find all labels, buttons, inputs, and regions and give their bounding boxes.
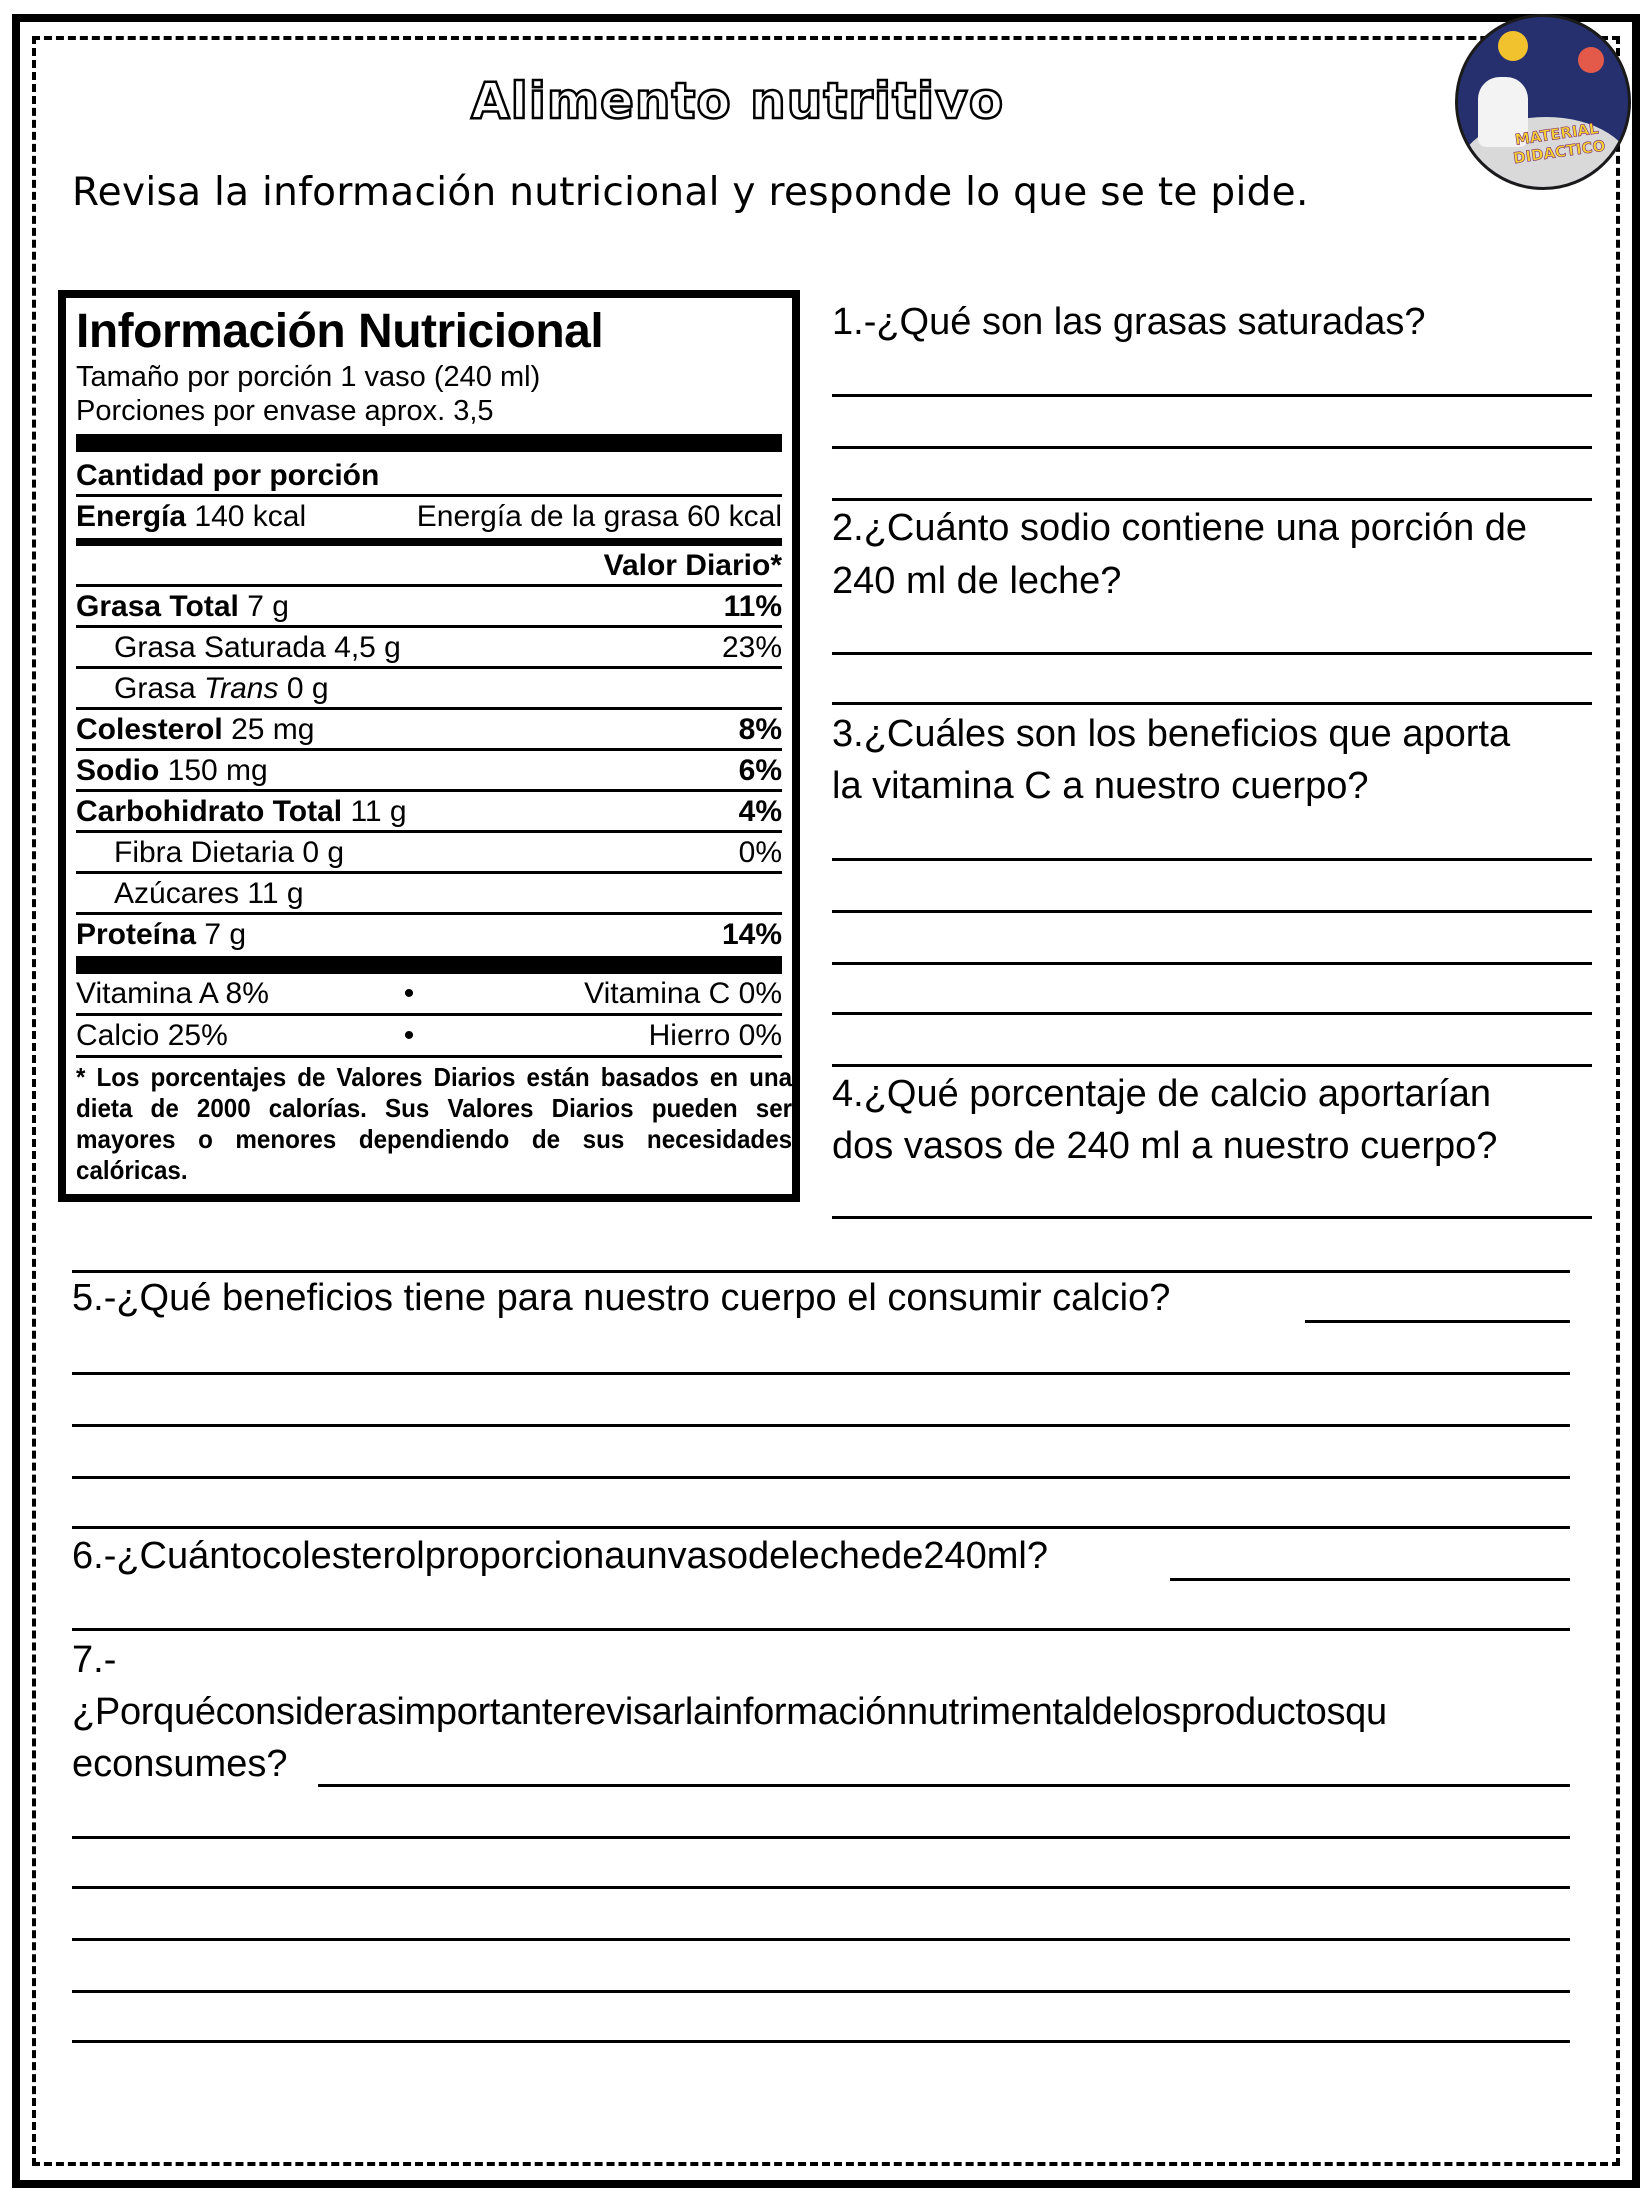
nutrient-label: Fibra Dietaria xyxy=(114,836,295,869)
vitamin-row xyxy=(76,1016,782,1058)
question-4-cont: dos vasos de 240 ml a nuestro cuerpo? xyxy=(832,1125,1498,1167)
answer-line[interactable] xyxy=(832,446,1592,449)
nutrition-title: Información Nutricional xyxy=(76,305,604,358)
answer-line[interactable] xyxy=(832,858,1592,861)
sun-icon xyxy=(1498,31,1528,61)
answer-line[interactable] xyxy=(72,2040,1570,2043)
worksheet-title: Alimento nutritivo xyxy=(470,72,1005,130)
answer-line[interactable] xyxy=(72,1476,1570,1479)
nutrient-label: Grasa Total xyxy=(76,590,239,623)
nutrient-amount: 7 g xyxy=(204,918,247,951)
question-4: 4.¿Qué porcentaje de calcio aportarían xyxy=(832,1073,1492,1115)
answer-line[interactable] xyxy=(318,1784,1570,1787)
instructions: Revisa la información nutricional y responde lo que se te pide. xyxy=(72,170,1309,215)
answer-line[interactable] xyxy=(832,702,1592,705)
nutrient-dv: 0% xyxy=(738,836,782,869)
answer-line[interactable] xyxy=(832,910,1592,913)
question-7: 7.- xyxy=(72,1639,117,1681)
answer-line[interactable] xyxy=(832,1064,1592,1067)
vitamin-right: Hierro 0% xyxy=(648,1019,782,1052)
question-3-cont: la vitamina C a nuestro cuerpo? xyxy=(832,765,1369,807)
answer-line[interactable] xyxy=(72,1424,1570,1427)
nutrient-row xyxy=(76,628,782,669)
answer-line[interactable] xyxy=(72,1990,1570,1993)
answer-line[interactable] xyxy=(832,962,1592,965)
vitamin-left: Vitamina A 8% xyxy=(76,977,269,1010)
nutrient-amount: 11 g xyxy=(350,795,407,828)
nutrient-row xyxy=(76,669,782,710)
amount-per-serving-row xyxy=(76,456,782,497)
question-5: 5.-¿Qué beneficios tiene para nuestro cuerpo el consumir calcio? xyxy=(72,1277,1171,1319)
question-2-cont: 240 ml de leche? xyxy=(832,560,1122,602)
nutrient-row xyxy=(76,915,782,956)
question-1: 1.-¿Qué son las grasas saturadas? xyxy=(832,301,1426,343)
answer-line[interactable] xyxy=(72,1526,1570,1529)
question-3: 3.¿Cuáles son los beneficios que aporta xyxy=(832,713,1511,755)
nutrient-label: Sodio xyxy=(76,754,160,787)
answer-line[interactable] xyxy=(1305,1320,1570,1323)
nutrient-label: Colesterol xyxy=(76,713,223,746)
nutrient-amount: 11 g xyxy=(247,877,304,910)
nutrient-label: Carbohidrato Total xyxy=(76,795,343,828)
material-didactico-logo xyxy=(1455,14,1631,190)
answer-line[interactable] xyxy=(832,394,1592,397)
answer-line[interactable] xyxy=(72,1886,1570,1889)
answer-line[interactable] xyxy=(832,1216,1592,1219)
planet-icon xyxy=(1578,47,1604,73)
vitamin-right: Vitamina C 0% xyxy=(584,977,782,1010)
question-2: 2.¿Cuánto sodio contiene una porción de xyxy=(832,507,1528,549)
nutrient-label: Grasa Saturada xyxy=(114,631,326,664)
nutrient-label: Grasa Trans xyxy=(114,672,279,705)
nutrient-dv: 23% xyxy=(721,631,782,664)
nutrition-facts-label xyxy=(58,290,800,1202)
servings-per-container: Porciones por envase aprox. 3,5 xyxy=(76,395,494,427)
nutrient-amount: 150 mg xyxy=(167,754,268,787)
nutrient-row xyxy=(76,587,782,628)
divider xyxy=(76,538,782,546)
answer-line[interactable] xyxy=(1170,1578,1570,1581)
nutrient-row xyxy=(76,833,782,874)
nutrient-row xyxy=(76,710,782,751)
energy-from-fat: Energía de la grasa 60 kcal xyxy=(416,500,782,533)
energy-value: 140 kcal xyxy=(194,500,307,533)
divider xyxy=(76,434,782,452)
logo-text: MATERIAL DIDACTICO xyxy=(1512,119,1607,168)
nutrient-amount: 0 g xyxy=(286,672,329,705)
daily-value-header-row xyxy=(76,546,782,587)
question-7-end: econsumes? xyxy=(72,1743,288,1785)
nutrient-dv: 14% xyxy=(721,918,782,951)
bullet-separator: • xyxy=(403,977,415,1010)
daily-value-header: Valor Diario* xyxy=(603,549,782,582)
nutrient-row xyxy=(76,874,782,915)
energy-label: Energía xyxy=(76,500,187,533)
nutrient-amount: 7 g xyxy=(247,590,289,623)
nutrient-label: Proteína xyxy=(76,918,197,951)
energy-row xyxy=(76,497,782,538)
answer-line[interactable] xyxy=(72,1836,1570,1839)
answer-line[interactable] xyxy=(72,1938,1570,1941)
nutrient-amount: 25 mg xyxy=(231,713,315,746)
serving-size: Tamaño por porción 1 vaso (240 ml) xyxy=(76,361,541,393)
answer-line[interactable] xyxy=(832,498,1592,501)
nutrient-dv: 8% xyxy=(738,713,782,746)
nutrient-row xyxy=(76,751,782,792)
question-6: 6.-¿Cuántocolesterolproporcionaunvasodelechede240ml? xyxy=(72,1535,1048,1577)
nutrient-row xyxy=(76,792,782,833)
nutrient-dv: 4% xyxy=(738,795,782,828)
answer-line[interactable] xyxy=(832,1012,1592,1015)
nutrient-dv: 6% xyxy=(738,754,782,787)
amount-per-serving: Cantidad por porción xyxy=(76,459,380,492)
vitamin-left: Calcio 25% xyxy=(76,1019,228,1052)
bullet-separator: • xyxy=(403,1019,415,1052)
nutrient-amount: 0 g xyxy=(302,836,345,869)
answer-line[interactable] xyxy=(832,652,1592,655)
footnote: * Los porcentajes de Valores Diarios están basados en una dieta de 2000 calorías. Sus Valores Diarios pueden ser mayores o menores dependiendo de sus necesidades calóricas. xyxy=(76,1062,793,1185)
nutrient-amount: 4,5 g xyxy=(334,631,401,664)
answer-line[interactable] xyxy=(72,1372,1570,1375)
answer-line[interactable] xyxy=(72,1628,1570,1631)
divider xyxy=(76,956,782,974)
nutrient-dv: 11% xyxy=(723,590,782,623)
vitamin-row xyxy=(76,974,782,1016)
nutrient-label: Azúcares xyxy=(114,877,240,910)
question-7-cont: ¿Porquéconsiderasimportanterevisarlainformaciónnutrimentaldelosproductosqu xyxy=(72,1691,1387,1733)
